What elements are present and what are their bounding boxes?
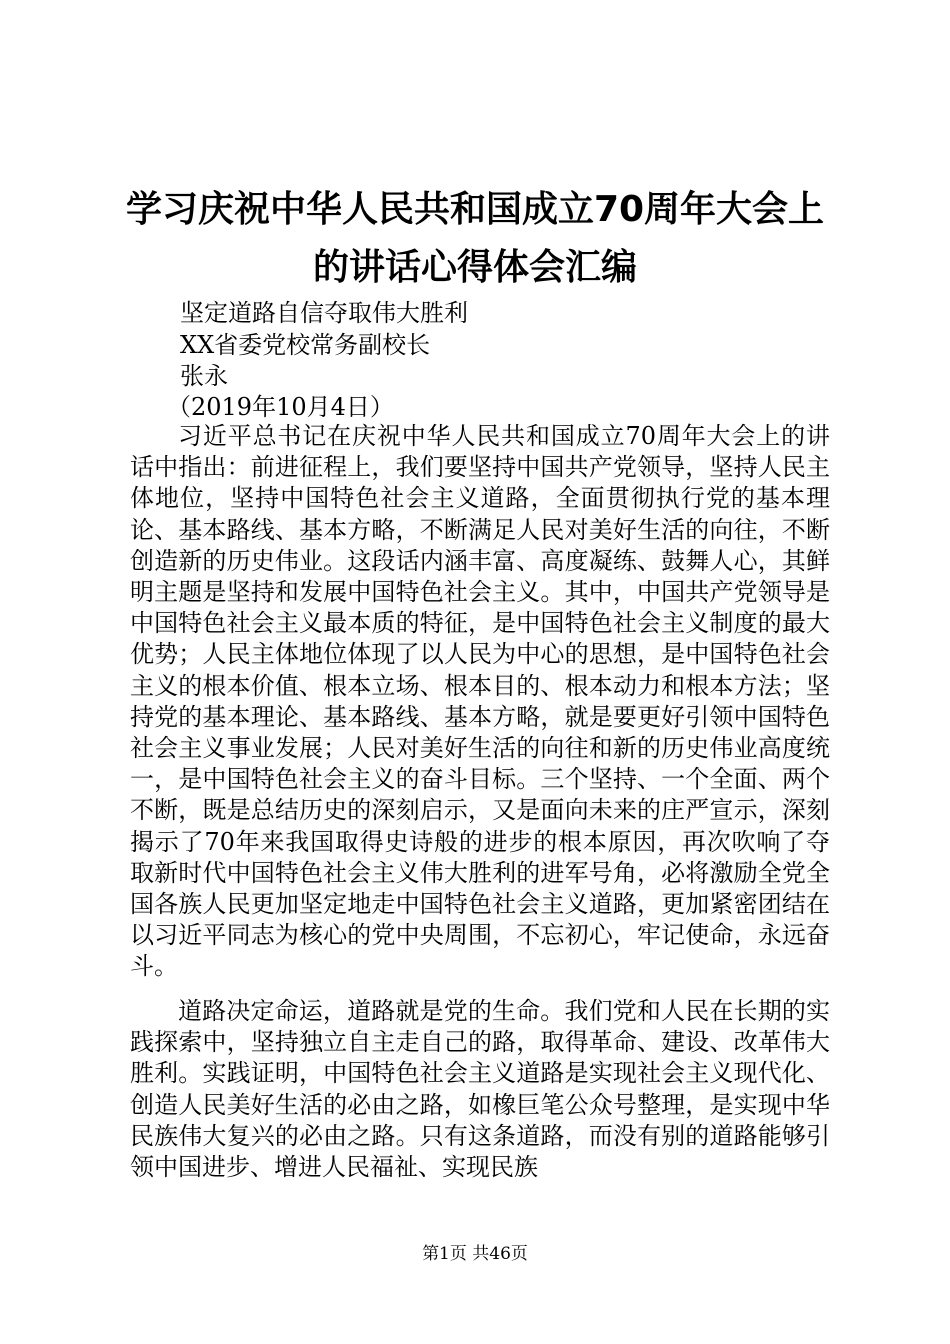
article-date: （2019年10月4日）	[167, 393, 394, 421]
article-headline: 坚定道路自信夺取伟大胜利	[180, 299, 468, 327]
document-title-line-2: 的讲话心得体会汇编	[312, 247, 637, 288]
author-name: 张永	[180, 362, 228, 390]
body-paragraph-2: 道路决定命运，道路就是党的生命。我们党和人民在长期的实践探索中，坚持独立自主走自己的路，取得革命、建设、改革伟大胜利。实践证明，中国特色社会主义道路是实现社会主义现代化、创造人民美好生活的必由之路，如橡巨笔公众号整理，是实现中华民族伟大复兴的必由之路。只有这条道路，而没有别的道路能够引领中国进步、增进人民福祉、实现民族	[130, 997, 830, 1182]
document-title-line-1: 学习庆祝中华人民共和国成立70周年大会上	[125, 189, 825, 230]
body-paragraph-1: 习近平总书记在庆祝中华人民共和国成立70周年大会上的讲话中指出：前进征程上，我们要坚持中国共产党领导，坚持人民主体地位，坚持中国特色社会主义道路，全面贯彻执行党的基本理论、基本路线、基本方略，不断满足人民对美好生活的向往，不断创造新的历史伟业。这段话内涵丰富、高度凝练、鼓舞人心，其鲜明主题是坚持和发展中国特色社会主义。其中，中国共产党领导是中国特色社会主义最本质的特征，是中国特色社会主义制度的最大优势；人民主体地位体现了以人民为中心的思想，是中国特色社会主义的根本价值、根本立场、根本目的、根本动力和根本方法；坚持党的基本理论、基本路线、基本方略，就是要更好引领中国特色社会主义事业发展；人民对美好生活的向往和新的历史伟业高度统一，是中国特色社会主义的奋斗目标。三个坚持、一个全面、两个不断，既是总结历史的深刻启示，又是面向未来的庄严宣示，深刻揭示了70年来我国取得史诗般的进步的根本原因，再次吹响了夺取新时代中国特色社会主义伟大胜利的进军号角，必将激励全党全国各族人民更加坚定地走中国特色社会主义道路，更加紧密团结在以习近平同志为核心的党中央周围，不忘初心，牢记使命，永远奋斗。	[130, 422, 830, 981]
author-position: XX省委党校常务副校长	[180, 331, 431, 359]
page-number-footer: 第1页 共46页	[422, 1244, 528, 1264]
